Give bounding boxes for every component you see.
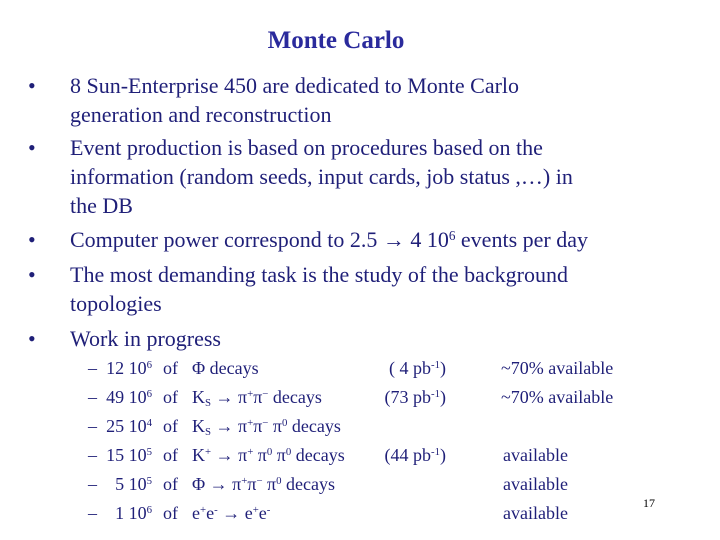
sup-text: 0: [281, 417, 288, 430]
text-segment: Work in progress: [70, 326, 221, 351]
page-number: 17: [643, 496, 655, 510]
bullet-line: [70, 225, 588, 254]
text-segment: π: [253, 387, 263, 407]
of-label: of: [163, 387, 178, 407]
table-row: [0, 445, 720, 471]
text-segment: decays: [291, 445, 345, 465]
sup-text: 5: [146, 446, 152, 459]
text-segment: π: [253, 416, 263, 436]
sup-text: 5: [146, 475, 152, 488]
sup-text: +: [241, 475, 248, 488]
text-segment: information (random seeds, input cards, job status ,…) in: [70, 164, 573, 189]
sub-text: S: [205, 397, 212, 410]
row-dash: –: [88, 474, 97, 494]
table-row: [0, 503, 720, 529]
table-row: [0, 474, 720, 500]
text-segment: π: [262, 474, 277, 494]
decay-channel: [192, 474, 335, 495]
slide-title: Monte Carlo: [267, 27, 405, 54]
sup-text: −: [256, 475, 263, 488]
bullet-line: [70, 100, 331, 129]
availability-status: available: [503, 474, 568, 494]
text-segment: 25 10: [106, 416, 147, 436]
text-segment: decays: [281, 474, 336, 494]
bullet-icon: •: [28, 227, 36, 252]
table-row: [0, 358, 720, 384]
bullet-line: [70, 133, 543, 162]
of-label: of: [163, 358, 178, 378]
text-segment: π: [253, 445, 267, 465]
bullet-icon: •: [28, 73, 36, 98]
text-segment: → π: [211, 416, 248, 436]
decay-channel: [192, 358, 259, 379]
text-segment: events per day: [455, 227, 588, 252]
text-segment: (73 pb: [384, 387, 431, 407]
text-segment: Computer power correspond to 2.5 → 4 10: [70, 227, 449, 252]
sup-text: −: [262, 388, 269, 401]
bullet-line: [70, 324, 221, 353]
luminosity: [385, 387, 447, 408]
sup-text: 6: [146, 504, 152, 517]
bullet-line: [70, 191, 133, 220]
bullet-line: [70, 162, 573, 191]
sup-text: 6: [448, 227, 456, 243]
sup-text: -: [214, 504, 218, 517]
text-segment: 5 10: [115, 474, 147, 494]
text-segment: decays: [268, 387, 322, 407]
text-segment: Φ decays: [192, 358, 259, 378]
table-row: [0, 387, 720, 413]
text-segment: 8 Sun-Enterprise 450 are dedicated to Monte Carlo: [70, 73, 520, 98]
bullet-icon: •: [28, 326, 36, 351]
event-count: [115, 503, 152, 524]
text-segment: → π: [211, 445, 248, 465]
sup-text: +: [252, 504, 259, 517]
text-segment: the DB: [70, 193, 133, 218]
availability-status: ~70% available: [501, 358, 614, 378]
availability-status: available: [503, 503, 568, 523]
sup-text: −: [262, 417, 269, 430]
row-dash: –: [88, 358, 97, 378]
event-count: [106, 416, 152, 437]
text-segment: ): [440, 358, 446, 378]
text-segment: e: [192, 503, 200, 523]
text-segment: π: [247, 474, 257, 494]
text-segment: 1 10: [115, 503, 147, 523]
text-segment: K: [192, 445, 205, 465]
text-segment: generation and reconstruction: [70, 102, 332, 127]
text-segment: Φ → π: [192, 474, 242, 494]
sub-text: S: [205, 426, 212, 439]
text-segment: e: [258, 503, 267, 523]
of-label: of: [163, 416, 178, 436]
text-segment: (44 pb: [384, 445, 431, 465]
sup-text: +: [247, 446, 254, 459]
availability-status: ~70% available: [501, 387, 614, 407]
text-segment: K: [192, 387, 205, 407]
row-dash: –: [88, 387, 97, 407]
sup-text: -1: [431, 359, 440, 372]
text-segment: e: [206, 503, 215, 523]
text-segment: ): [440, 387, 446, 407]
text-segment: ( 4 pb: [389, 358, 431, 378]
sup-text: -1: [431, 388, 440, 401]
text-segment: K: [192, 416, 205, 436]
sup-text: +: [247, 388, 254, 401]
luminosity: [389, 358, 446, 379]
decay-channel: [192, 416, 341, 437]
bullet-line: [70, 260, 568, 289]
sup-text: 0: [285, 446, 292, 459]
text-segment: The most demanding task is the study of the background: [70, 262, 568, 287]
bullet-icon: •: [28, 262, 36, 287]
decay-channel: [192, 445, 345, 466]
bullet-icon: •: [28, 135, 36, 160]
of-label: of: [163, 474, 178, 494]
of-label: of: [163, 503, 178, 523]
luminosity: [385, 445, 447, 466]
text-segment: π: [268, 416, 282, 436]
text-segment: Event production is based on procedures based on the: [70, 135, 543, 160]
sup-text: 6: [146, 388, 152, 401]
text-segment: 49 10: [106, 387, 147, 407]
text-segment: 15 10: [106, 445, 147, 465]
event-count: [115, 474, 152, 495]
text-segment: 12 10: [106, 358, 147, 378]
text-segment: → π: [211, 387, 248, 407]
row-dash: –: [88, 503, 97, 523]
text-segment: ): [440, 445, 446, 465]
row-dash: –: [88, 416, 97, 436]
sup-text: +: [247, 417, 254, 430]
bullet-line: [70, 71, 519, 100]
sup-text: 0: [276, 475, 282, 488]
sup-text: +: [200, 504, 207, 517]
sup-text: +: [205, 446, 212, 459]
event-count: [106, 445, 152, 466]
text-segment: π: [272, 445, 286, 465]
table-row: [0, 416, 720, 442]
sup-text: 6: [146, 359, 152, 372]
bullet-line: [70, 289, 162, 318]
sup-text: 4: [146, 417, 152, 430]
event-count: [106, 358, 152, 379]
row-dash: –: [88, 445, 97, 465]
sup-text: -1: [431, 446, 440, 459]
decay-channel: [192, 503, 270, 524]
decay-channel: [192, 387, 322, 408]
sup-text: 0: [266, 446, 273, 459]
text-segment: → e: [217, 503, 253, 523]
availability-status: available: [503, 445, 568, 465]
text-segment: decays: [287, 416, 341, 436]
event-count: [106, 387, 152, 408]
of-label: of: [163, 445, 178, 465]
sup-text: -: [266, 504, 271, 517]
text-segment: topologies: [70, 291, 162, 316]
